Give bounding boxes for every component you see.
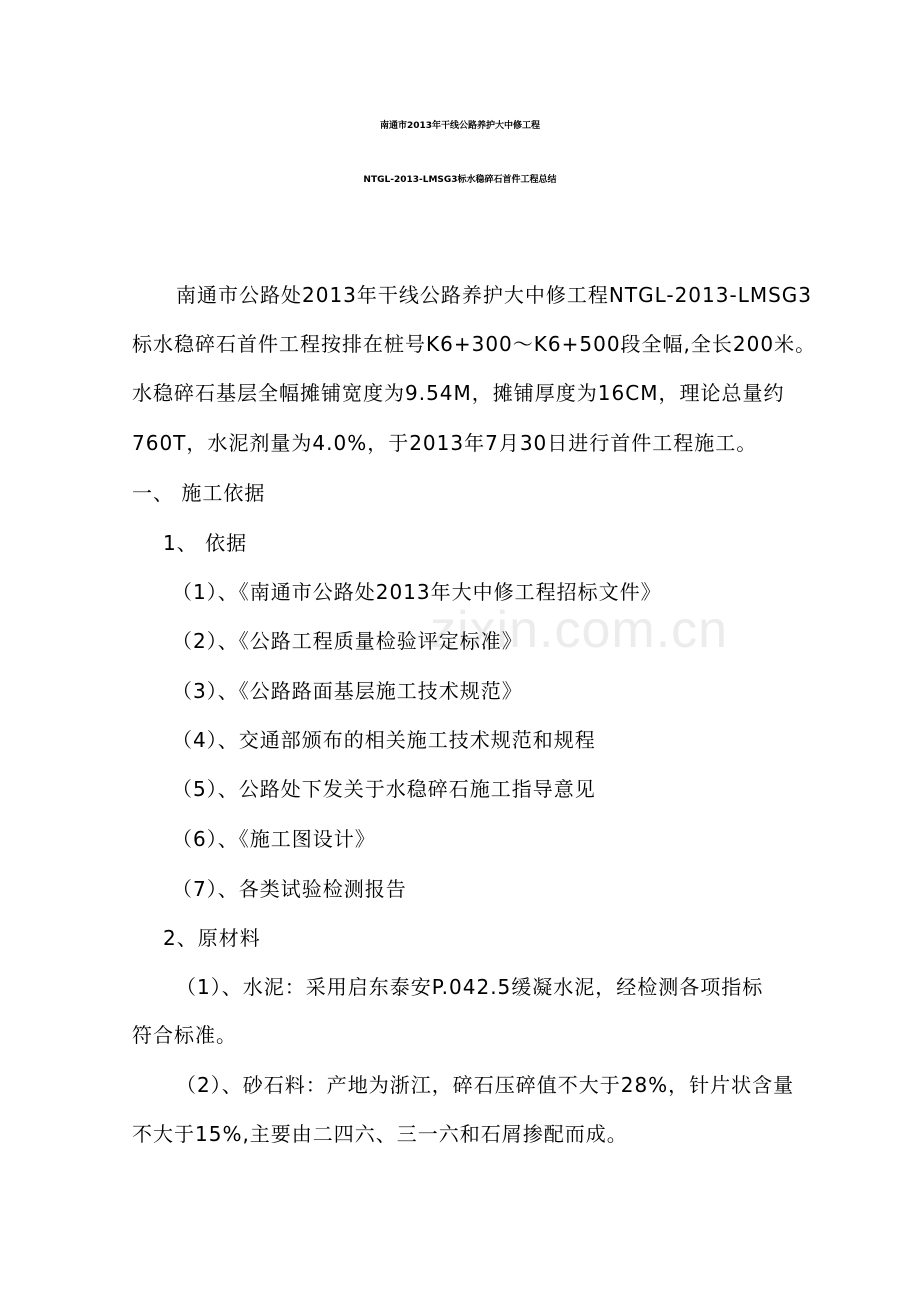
section-heading-basis: 一、 施工依据	[132, 481, 266, 505]
watermark: zixin.com.cn	[430, 601, 729, 659]
basis-item-2: （2）、《公路工程质量检验评定标准》	[172, 629, 523, 653]
material-aggregate-line-2: 不大于15%,主要由二四六、三一六和石屑掺配而成。	[132, 1122, 628, 1146]
intro-line-1: 南通市公路处2013年干线公路养护大中修工程NTGL-2013-LMSG3	[176, 283, 813, 307]
intro-line-4: 760T，水泥剂量为4.0%，于2013年7月30日进行首件工程施工。	[132, 431, 758, 455]
basis-item-5: （5）、公路处下发关于水稳碎石施工指导意见	[172, 777, 596, 801]
basis-item-3: （3）、《公路路面基层施工技术规范》	[172, 679, 523, 703]
material-aggregate-line-1: （2）、砂石料：产地为浙江，碎石压碎值不大于28%，针片状含量	[176, 1073, 795, 1097]
subsection-heading-materials: 2、原材料	[163, 926, 261, 950]
basis-item-7: （7）、各类试验检测报告	[172, 877, 407, 901]
basis-item-4: （4）、交通部颁布的相关施工技术规范和规程	[172, 728, 596, 752]
document-title-line1: 南通市2013年干线公路养护大中修工程	[379, 121, 541, 131]
material-cement-line-1: （1）、水泥：采用启东泰安P.042.5缓凝水泥，经检测各项指标	[176, 975, 764, 999]
intro-line-2: 标水稳碎石首件工程按排在桩号K6+300～K6+500段全幅,全长200米。	[132, 332, 817, 356]
subsection-heading-basis: 1、 依据	[163, 531, 248, 555]
document-title-line2: NTGL-2013-LMSG3标水稳碎石首件工程总结	[363, 175, 557, 185]
intro-line-3: 水稳碎石基层全幅摊铺宽度为9.54M，摊铺厚度为16CM，理论总量约	[132, 381, 785, 405]
basis-item-6: （6）、《施工图设计》	[172, 827, 376, 851]
material-cement-line-2: 符合标准。	[132, 1023, 237, 1047]
basis-item-1: （1）、《南通市公路处2013年大中修工程招标文件》	[172, 580, 662, 604]
